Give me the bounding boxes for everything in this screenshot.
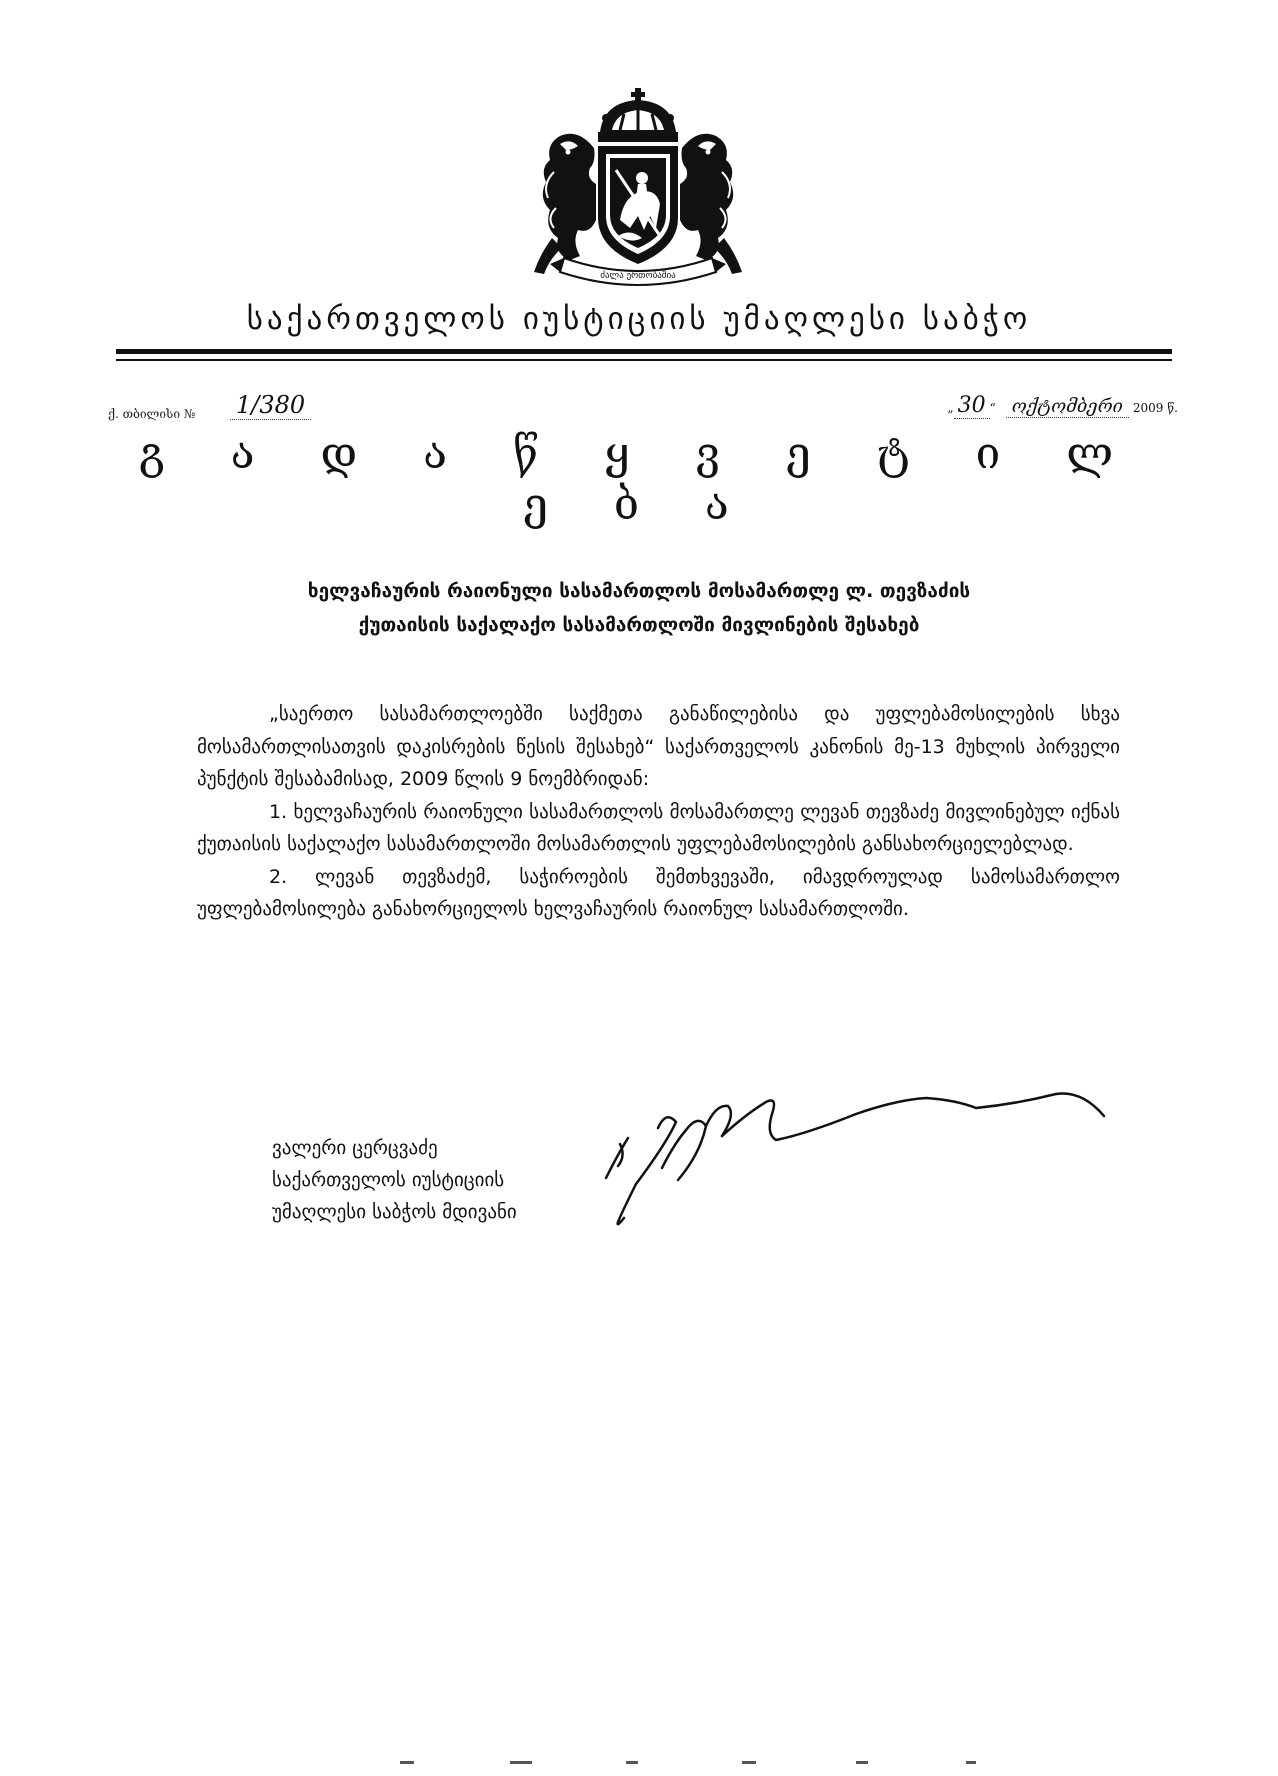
body-paragraph-preamble: „საერთო სასამართლოებში საქმეთა განაწილებისა და უფლებამოსილების სხვა მოსამართლისათვის დაკისრების წესის შესახებ“ საქართველოს კანონის მე-13 მუხლის პირველი პუნქტის შესაბამისად, 2009 წლის 9 ნოემბრიდან: [197,703,1120,790]
date-year: 2009 წ. [1132,401,1178,415]
document-body [197,698,1120,926]
motto-text: ძალა ერთობაშია [600,271,676,281]
shield-icon [598,146,678,264]
handwritten-signature [596,1084,1112,1234]
signer-title-line-1: საქართველოს იუსტიციის [272,1169,505,1191]
date-open-quote: „ [947,401,954,415]
document-type-heading: გ ა დ ა წ ყ ვ ე ტ ი ლ ე ბ ა [138,428,1140,530]
body-paragraph-item-2: 2. ლევან თევზაძემ, საჭიროების შემთხვევაში, იმავდროულად სამოსამართლო უფლებამოსილება განახორციელოს ხელვაჩაურის რაიონულ სასამართლოში. [197,865,1120,920]
signer-block [272,1132,517,1228]
document-number-label: ქ. თბილისი № [108,407,196,421]
header-rule-thick [116,349,1172,354]
date-month: ოქტომბერი [1006,396,1129,418]
document-date [947,393,1178,418]
date-day: 30 [954,393,990,419]
subject-line-1: ხელვაჩაურის რაიონული სასამართლოს მოსამართლე ლ. თევზაძის [307,580,971,602]
body-paragraph-item-1: 1. ხელვაჩაურის რაიონული სასამართლოს მოსამართლე ლევან თევზაძე მივლინებულ იქნას ქუთაისის საქალაქო სასამართლოში მოსამართლის უფლებამოსილების განსახორციელებლად. [197,800,1120,855]
institution-name: საქართველოს იუსტიციის უმაღლესი საბჭო [246,301,1032,337]
coat-of-arms-emblem [520,88,756,293]
footer-scan-marks [400,1760,980,1766]
right-lion-icon [680,134,742,274]
document-number-value: 1/380 [230,391,311,420]
subject-line-2: ქუთაისის საქალაქო სასამართლოში მივლინების შესახებ [358,614,920,636]
crown-icon [598,88,678,142]
signer-title-line-2: უმაღლესი საბჭოს მდივანი [272,1201,517,1223]
document-subject [150,574,1128,642]
signer-name: ვალერი ცერცვაძე [272,1137,438,1159]
date-close-quote: “ [989,401,996,415]
header-rule-thin [116,359,1172,361]
left-lion-icon [534,134,596,274]
